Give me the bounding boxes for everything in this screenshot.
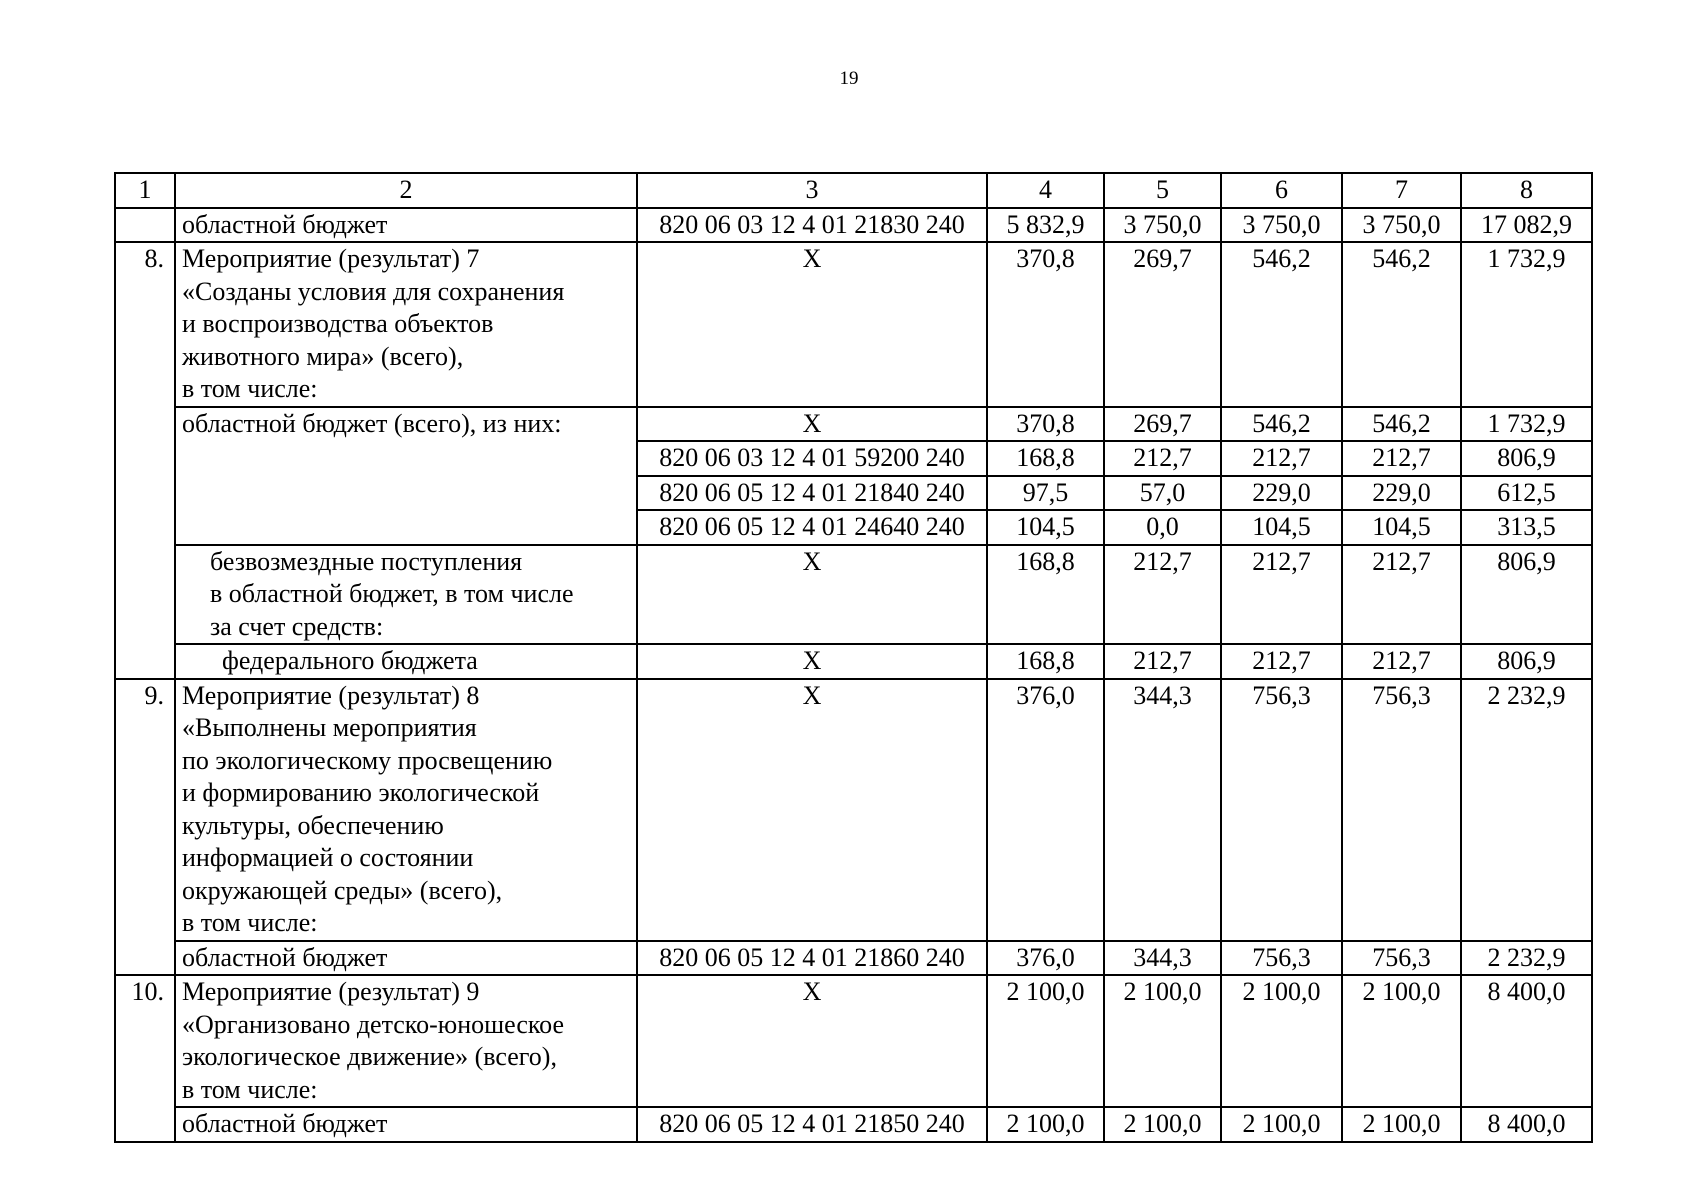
- value-cell: 370,8: [987, 242, 1104, 407]
- table-row: [115, 208, 1592, 243]
- value-cell: 1 732,9: [1461, 407, 1592, 442]
- value-cell: 2 100,0: [1342, 1107, 1461, 1142]
- value-cell: 104,5: [1342, 510, 1461, 545]
- value-cell: 104,5: [987, 510, 1104, 545]
- row-label: областной бюджет (всего), из них:: [175, 407, 637, 545]
- value-cell: 612,5: [1461, 476, 1592, 511]
- budget-code: 820 06 05 12 4 01 21850 240: [637, 1107, 987, 1142]
- header-cell: 4: [987, 173, 1104, 208]
- value-cell: 5 832,9: [987, 208, 1104, 243]
- value-cell: 806,9: [1461, 441, 1592, 476]
- value-cell: 104,5: [1221, 510, 1342, 545]
- value-cell: 229,0: [1342, 476, 1461, 511]
- value-cell: 2 100,0: [987, 1107, 1104, 1142]
- budget-code: X: [637, 242, 987, 407]
- header-row: [115, 173, 1592, 208]
- value-cell: 212,7: [1342, 644, 1461, 679]
- budget-code: X: [637, 407, 987, 442]
- table-row: [115, 975, 1592, 1107]
- value-cell: 344,3: [1104, 941, 1221, 976]
- budget-code: 820 06 03 12 4 01 59200 240: [637, 441, 987, 476]
- header-cell: 3: [637, 173, 987, 208]
- value-cell: 168,8: [987, 545, 1104, 645]
- table-row: [115, 644, 1592, 679]
- page-number: 19: [839, 68, 859, 89]
- value-cell: 212,7: [1221, 441, 1342, 476]
- row-label: областной бюджет: [175, 208, 637, 243]
- value-cell: 2 100,0: [987, 975, 1104, 1107]
- value-cell: 756,3: [1342, 941, 1461, 976]
- budget-code: 820 06 05 12 4 01 21840 240: [637, 476, 987, 511]
- header-cell: 2: [175, 173, 637, 208]
- row-label: Мероприятие (результат) 7 «Созданы условия для сохранения и воспроизводства объектов животного мира» (всего), в том числе:: [175, 242, 637, 407]
- row-label: безвозмездные поступления в областной бюджет, в том числе за счет средств:: [175, 545, 637, 645]
- value-cell: 806,9: [1461, 644, 1592, 679]
- table-row: [115, 941, 1592, 976]
- value-cell: 8 400,0: [1461, 975, 1592, 1107]
- budget-code: X: [637, 679, 987, 941]
- header-cell: 6: [1221, 173, 1342, 208]
- table-row: [115, 679, 1592, 941]
- value-cell: 756,3: [1342, 679, 1461, 941]
- value-cell: 806,9: [1461, 545, 1592, 645]
- value-cell: 269,7: [1104, 242, 1221, 407]
- value-cell: 212,7: [1342, 545, 1461, 645]
- table-row: [115, 242, 1592, 407]
- row-number: 9.: [115, 679, 175, 976]
- row-label: областной бюджет: [175, 1107, 637, 1142]
- value-cell: 546,2: [1221, 242, 1342, 407]
- row-number: 8.: [115, 242, 175, 679]
- value-cell: 269,7: [1104, 407, 1221, 442]
- value-cell: 344,3: [1104, 679, 1221, 941]
- budget-code: 820 06 05 12 4 01 21860 240: [637, 941, 987, 976]
- value-cell: 2 100,0: [1221, 975, 1342, 1107]
- value-cell: 546,2: [1342, 242, 1461, 407]
- budget-table: [114, 172, 1593, 1143]
- value-cell: 3 750,0: [1221, 208, 1342, 243]
- budget-code: X: [637, 545, 987, 645]
- value-cell: 3 750,0: [1342, 208, 1461, 243]
- value-cell: 546,2: [1221, 407, 1342, 442]
- value-cell: 2 100,0: [1104, 975, 1221, 1107]
- value-cell: 17 082,9: [1461, 208, 1592, 243]
- row-label: Мероприятие (результат) 9 «Организовано детско-юношеское экологическое движение» (всего), в том числе:: [175, 975, 637, 1107]
- value-cell: 376,0: [987, 679, 1104, 941]
- value-cell: 57,0: [1104, 476, 1221, 511]
- header-cell: 1: [115, 173, 175, 208]
- value-cell: 212,7: [1342, 441, 1461, 476]
- row-label: Мероприятие (результат) 8 «Выполнены мероприятия по экологическому просвещению и формированию экологической культуры, обеспечению информацией о состоянии окружающей среды» (всего), в том числе:: [175, 679, 637, 941]
- value-cell: 2 232,9: [1461, 679, 1592, 941]
- value-cell: 376,0: [987, 941, 1104, 976]
- header-cell: 8: [1461, 173, 1592, 208]
- value-cell: 756,3: [1221, 679, 1342, 941]
- value-cell: 756,3: [1221, 941, 1342, 976]
- row-label: областной бюджет: [175, 941, 637, 976]
- value-cell: 2 100,0: [1104, 1107, 1221, 1142]
- budget-code: X: [637, 644, 987, 679]
- value-cell: 97,5: [987, 476, 1104, 511]
- value-cell: 2 232,9: [1461, 941, 1592, 976]
- value-cell: 8 400,0: [1461, 1107, 1592, 1142]
- budget-code: X: [637, 975, 987, 1107]
- value-cell: 0,0: [1104, 510, 1221, 545]
- value-cell: 168,8: [987, 644, 1104, 679]
- table-row: [115, 545, 1592, 645]
- header-cell: 5: [1104, 173, 1221, 208]
- header-cell: 7: [1342, 173, 1461, 208]
- value-cell: 2 100,0: [1342, 975, 1461, 1107]
- row-number: [115, 208, 175, 243]
- value-cell: 212,7: [1104, 545, 1221, 645]
- budget-code: 820 06 03 12 4 01 21830 240: [637, 208, 987, 243]
- row-number: 10.: [115, 975, 175, 1142]
- value-cell: 168,8: [987, 441, 1104, 476]
- value-cell: 1 732,9: [1461, 242, 1592, 407]
- value-cell: 212,7: [1221, 545, 1342, 645]
- table-row: [115, 407, 1592, 442]
- budget-code: 820 06 05 12 4 01 24640 240: [637, 510, 987, 545]
- value-cell: 546,2: [1342, 407, 1461, 442]
- table-row: [115, 1107, 1592, 1142]
- value-cell: 313,5: [1461, 510, 1592, 545]
- value-cell: 229,0: [1221, 476, 1342, 511]
- value-cell: 212,7: [1104, 441, 1221, 476]
- value-cell: 212,7: [1104, 644, 1221, 679]
- value-cell: 2 100,0: [1221, 1107, 1342, 1142]
- value-cell: 370,8: [987, 407, 1104, 442]
- value-cell: 212,7: [1221, 644, 1342, 679]
- value-cell: 3 750,0: [1104, 208, 1221, 243]
- row-label: федерального бюджета: [175, 644, 637, 679]
